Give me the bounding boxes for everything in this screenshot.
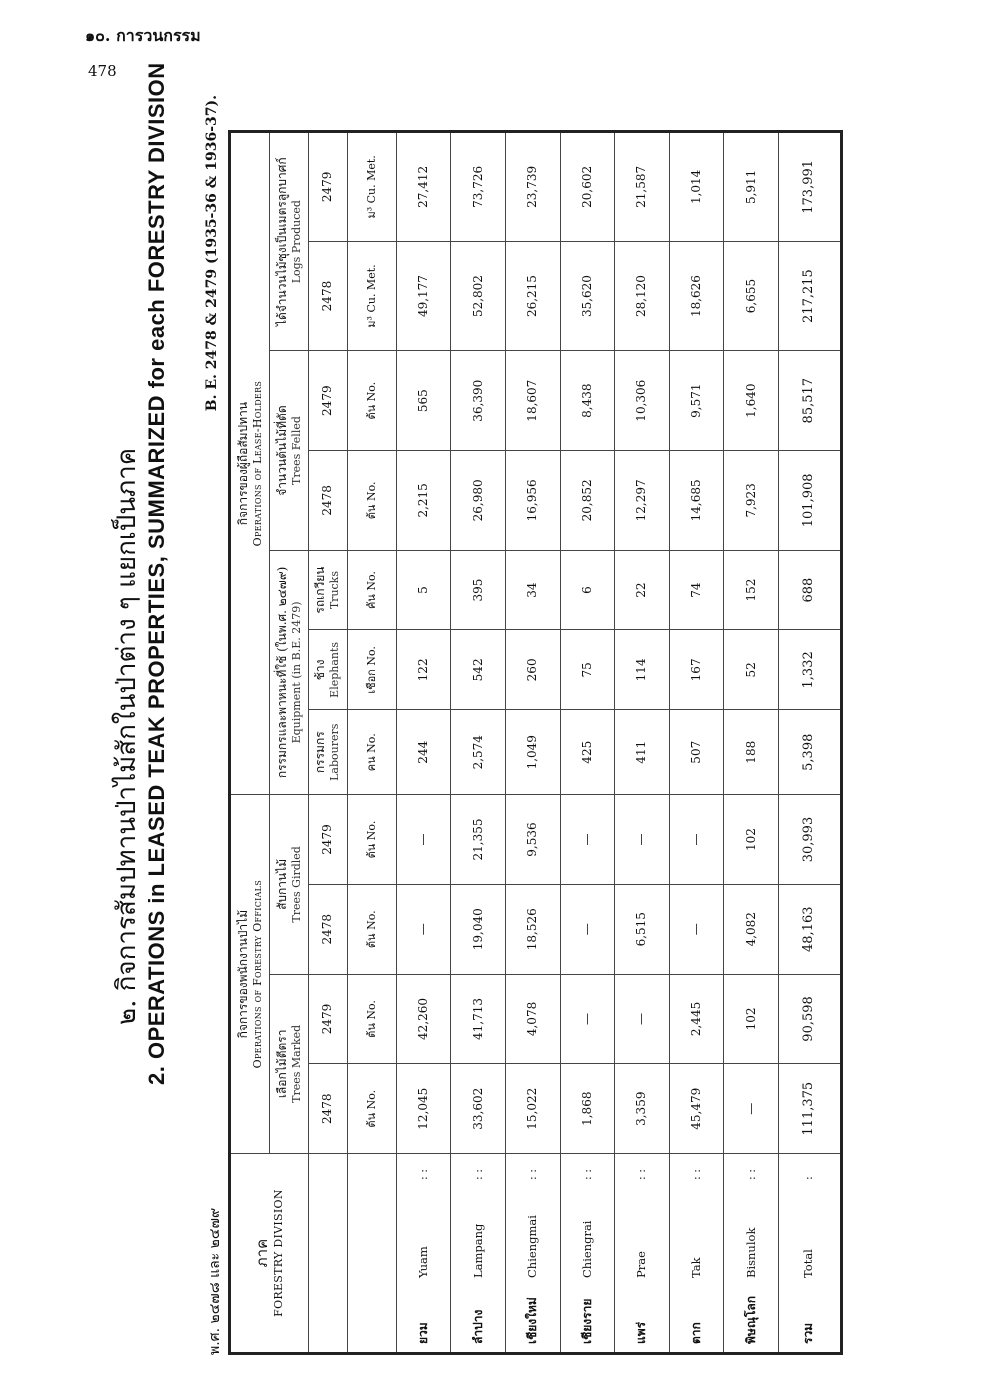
table-cell: 18,626 xyxy=(669,241,724,351)
table-row xyxy=(615,132,670,1354)
division-dots: : : xyxy=(580,1169,594,1180)
table-row xyxy=(560,132,615,1354)
unit-row xyxy=(347,132,396,1354)
table-cell: 3,359 xyxy=(615,1064,670,1154)
division-thai: เชียงราย xyxy=(579,1298,594,1344)
table-cell: 21,587 xyxy=(615,132,670,242)
unit-cell: เชือก No. xyxy=(347,630,396,710)
elephants-thai: ช้าง xyxy=(313,659,328,681)
table-cell: 507 xyxy=(669,710,724,795)
table-cell: 6 xyxy=(560,550,615,630)
year-header: 2478 xyxy=(308,1064,347,1154)
division-english: Lampang xyxy=(470,1223,485,1278)
officials-header-thai: กิจการของพนักงานป่าไม้ xyxy=(235,909,250,1039)
trees-girdled-thai: สับกานไม้ xyxy=(274,858,289,910)
table-cell: — xyxy=(724,1064,779,1154)
table-cell: 2,574 xyxy=(451,710,506,795)
division-thai: เชียงใหม่ xyxy=(525,1297,540,1344)
table-cell: 28,120 xyxy=(615,241,670,351)
division-label xyxy=(669,1154,724,1354)
table-cell: 122 xyxy=(396,630,451,710)
elephants-header xyxy=(308,630,347,710)
table-cell: 8,438 xyxy=(560,351,615,451)
logs-produced-thai: ได้จำนวนไม้ซุงเป็นเมตรลูกบาศก์ xyxy=(274,157,289,327)
total-cell: 1,332 xyxy=(778,630,841,710)
table-cell: 36,390 xyxy=(451,351,506,451)
year-header: 2479 xyxy=(308,795,347,885)
table-cell: 6,655 xyxy=(724,241,779,351)
table-cell: 23,739 xyxy=(505,132,560,242)
trees-marked-english: Trees Marked xyxy=(289,1024,303,1103)
table-cell: 22 xyxy=(615,550,670,630)
division-english: Chiengmai xyxy=(525,1215,540,1278)
table-cell: 12,045 xyxy=(396,1064,451,1154)
table-cell: 27,412 xyxy=(396,132,451,242)
table-row xyxy=(505,132,560,1354)
table-cell: 1,049 xyxy=(505,710,560,795)
table-cell: 565 xyxy=(396,351,451,451)
year-header: 2479 xyxy=(308,351,347,451)
table-cell: 395 xyxy=(451,550,506,630)
table-cell: — xyxy=(560,795,615,885)
table-cell: 52 xyxy=(724,630,779,710)
total-english: Total xyxy=(801,1249,816,1278)
division-header xyxy=(230,1154,309,1354)
year-header xyxy=(308,1154,347,1354)
trucks-thai: รถเกวียน xyxy=(313,566,328,614)
table-cell: 18,607 xyxy=(505,351,560,451)
total-cell: 5,398 xyxy=(778,710,841,795)
unit-cell: ม³ Cu. Met. xyxy=(347,132,396,242)
table-cell: 9,536 xyxy=(505,795,560,885)
total-cell: 173,991 xyxy=(778,132,841,242)
total-cell: 217,215 xyxy=(778,241,841,351)
table-cell: 35,620 xyxy=(560,241,615,351)
table-cell: 41,713 xyxy=(451,974,506,1064)
table-cell: — xyxy=(396,884,451,974)
trees-felled-thai: จำนวนต้นไม้ที่ตัด xyxy=(274,405,289,496)
equipment-thai: กรรมกรและพาหนะที่ใช้ (ในพ.ศ. ๒๔๗๙) xyxy=(274,566,289,779)
unit-cell: ต้น No. xyxy=(347,351,396,451)
unit-cell: ต้น No. xyxy=(347,1064,396,1154)
total-thai: รวม xyxy=(801,1322,816,1344)
table-cell: 19,040 xyxy=(451,884,506,974)
total-label xyxy=(778,1154,841,1354)
division-english: Prae xyxy=(634,1251,649,1278)
division-dots: : : xyxy=(689,1169,703,1180)
unit-cell: ต้น No. xyxy=(347,974,396,1064)
division-label xyxy=(615,1154,670,1354)
officials-header xyxy=(230,795,270,1154)
table-cell: 2,215 xyxy=(396,451,451,551)
equipment-english: Equipment (in B.E. 2479) xyxy=(289,601,303,744)
trees-felled-header xyxy=(270,351,309,550)
unit-cell: ต้น No. xyxy=(347,884,396,974)
table-cell: 21,355 xyxy=(451,795,506,885)
division-thai: ตาก xyxy=(688,1322,703,1344)
table-cell: 1,640 xyxy=(724,351,779,451)
lessees-header-english: Operations of Lease-Holders xyxy=(250,380,264,547)
table-cell: 26,980 xyxy=(451,451,506,551)
division-thai: แพร่ xyxy=(634,1321,649,1344)
unit-cell: คัน No. xyxy=(347,550,396,630)
table-cell: 9,571 xyxy=(669,351,724,451)
table-cell: 152 xyxy=(724,550,779,630)
table-cell: 42,260 xyxy=(396,974,451,1064)
table-cell: 52,802 xyxy=(451,241,506,351)
table-cell: 74 xyxy=(669,550,724,630)
division-thai: พิษณุโลก xyxy=(743,1295,758,1344)
division-dots: : : xyxy=(417,1169,431,1180)
table-cell: — xyxy=(669,884,724,974)
division-label xyxy=(560,1154,615,1354)
total-cell: 30,993 xyxy=(778,795,841,885)
table-cell: 49,177 xyxy=(396,241,451,351)
division-dots: : : xyxy=(471,1169,485,1180)
total-cell: 48,163 xyxy=(778,884,841,974)
division-header-thai: ภาค xyxy=(253,1238,272,1268)
table-cell: 102 xyxy=(724,795,779,885)
table-cell: 16,956 xyxy=(505,451,560,551)
equipment-header xyxy=(270,550,309,794)
division-dots: : : xyxy=(744,1169,758,1180)
year-header: 2478 xyxy=(308,241,347,351)
unit-cell: ต้น No. xyxy=(347,795,396,885)
table-cell: 542 xyxy=(451,630,506,710)
total-cell: 101,908 xyxy=(778,451,841,551)
division-rows xyxy=(396,132,778,1354)
table-cell: 75 xyxy=(560,630,615,710)
table-cell: 73,726 xyxy=(451,132,506,242)
division-label xyxy=(451,1154,506,1354)
table-cell: 45,479 xyxy=(669,1064,724,1154)
unit-cell: ม³ Cu. Met. xyxy=(347,241,396,351)
table-cell: 7,923 xyxy=(724,451,779,551)
subtitle-english-years: B. E. 2478 & 2479 (1935-36 & 1936-37). xyxy=(204,95,220,412)
table-cell: 114 xyxy=(615,630,670,710)
elephants-english: Elephants xyxy=(328,641,342,698)
chapter-heading: ๑๐. การวนกรรม xyxy=(85,26,201,45)
table-cell: 244 xyxy=(396,710,451,795)
trees-marked-header xyxy=(270,974,309,1154)
table-cell: — xyxy=(669,795,724,885)
title-thai: ๒. กิจการสัมปทานป่าไม้สักในป่าต่าง ๆ แยกเป็นภาค xyxy=(112,447,142,1025)
table-row xyxy=(669,132,724,1354)
year-header: 2478 xyxy=(308,884,347,974)
year-header: 2479 xyxy=(308,132,347,242)
table-cell: 15,022 xyxy=(505,1064,560,1154)
table-cell: 20,602 xyxy=(560,132,615,242)
table-cell: 4,082 xyxy=(724,884,779,974)
table-cell: — xyxy=(615,795,670,885)
rotated-page-content xyxy=(100,62,860,1355)
division-header-english: FORESTRY DIVISION xyxy=(271,1189,285,1317)
table-row xyxy=(724,132,779,1354)
table-cell: — xyxy=(560,884,615,974)
table-cell: 2,445 xyxy=(669,974,724,1064)
table-cell: 5 xyxy=(396,550,451,630)
table-cell: 6,515 xyxy=(615,884,670,974)
unit-cell: ต้น No. xyxy=(347,451,396,551)
table-cell: 12,297 xyxy=(615,451,670,551)
division-thai: ยวม xyxy=(416,1322,431,1344)
table-cell: 425 xyxy=(560,710,615,795)
division-english: Bisnulok xyxy=(743,1227,758,1278)
division-dots: : : xyxy=(635,1169,649,1180)
labourers-header xyxy=(308,710,347,795)
labourers-english: Labourers xyxy=(328,723,342,781)
table-row xyxy=(451,132,506,1354)
total-cell: 111,375 xyxy=(778,1064,841,1154)
logs-produced-english: Logs Produced xyxy=(289,200,303,284)
table-cell: 167 xyxy=(669,630,724,710)
table-cell: 26,215 xyxy=(505,241,560,351)
lessees-header xyxy=(230,132,270,795)
division-label xyxy=(396,1154,451,1354)
page-number: 478 xyxy=(88,62,117,80)
table-cell: 260 xyxy=(505,630,560,710)
trucks-header xyxy=(308,550,347,630)
table-cell: 33,602 xyxy=(451,1064,506,1154)
trees-marked-thai: เลือกไม้ตีตรา xyxy=(274,1029,289,1099)
division-english: Tak xyxy=(688,1257,703,1278)
division-thai: ลำปาง xyxy=(470,1309,485,1344)
trees-girdled-header xyxy=(270,795,309,974)
total-cell: 85,517 xyxy=(778,351,841,451)
table-cell: 18,526 xyxy=(505,884,560,974)
total-cell: 688 xyxy=(778,550,841,630)
lessees-header-thai: กิจการของผู้ถือสัมปทาน xyxy=(235,401,250,526)
table-cell: — xyxy=(615,974,670,1064)
table-cell: 14,685 xyxy=(669,451,724,551)
table-cell: 1,868 xyxy=(560,1064,615,1154)
table-cell: 188 xyxy=(724,710,779,795)
logs-produced-header xyxy=(270,132,309,351)
year-header: 2479 xyxy=(308,974,347,1064)
year-header: 2478 xyxy=(308,451,347,551)
total-row xyxy=(778,132,841,1354)
division-label xyxy=(505,1154,560,1354)
table-cell: 20,852 xyxy=(560,451,615,551)
table-row xyxy=(396,132,451,1354)
teak-operations-table xyxy=(228,130,843,1355)
table-cell: 34 xyxy=(505,550,560,630)
trees-girdled-english: Trees Girdled xyxy=(289,846,303,923)
division-dots: : : xyxy=(526,1169,540,1180)
trees-felled-english: Trees Felled xyxy=(289,416,303,485)
unit-cell: คน No. xyxy=(347,710,396,795)
subtitle-thai-years: พ.ศ. ๒๔๗๘ และ ๒๔๗๙ xyxy=(207,1207,223,1355)
trucks-english: Trucks xyxy=(328,571,342,610)
table-cell: — xyxy=(396,795,451,885)
officials-header-english: Operations of Forestry Officials xyxy=(250,879,264,1069)
table-cell: 4,078 xyxy=(505,974,560,1064)
table-cell: 1,014 xyxy=(669,132,724,242)
total-cell: 90,598 xyxy=(778,974,841,1064)
total-dots: : xyxy=(802,1176,816,1180)
table-cell: 102 xyxy=(724,974,779,1064)
labourers-thai: กรรมกร xyxy=(313,731,328,774)
division-english: Yuam xyxy=(416,1246,431,1278)
table-cell: 411 xyxy=(615,710,670,795)
division-label xyxy=(724,1154,779,1354)
table-cell: 10,306 xyxy=(615,351,670,451)
title-english: 2. OPERATIONS in LEASED TEAK PROPERTIES, SUMMARIZED for each FORESTRY DIVISION xyxy=(144,62,169,1085)
table-cell: — xyxy=(560,974,615,1064)
division-english: Chiengrai xyxy=(579,1220,594,1278)
table-cell: 5,911 xyxy=(724,132,779,242)
